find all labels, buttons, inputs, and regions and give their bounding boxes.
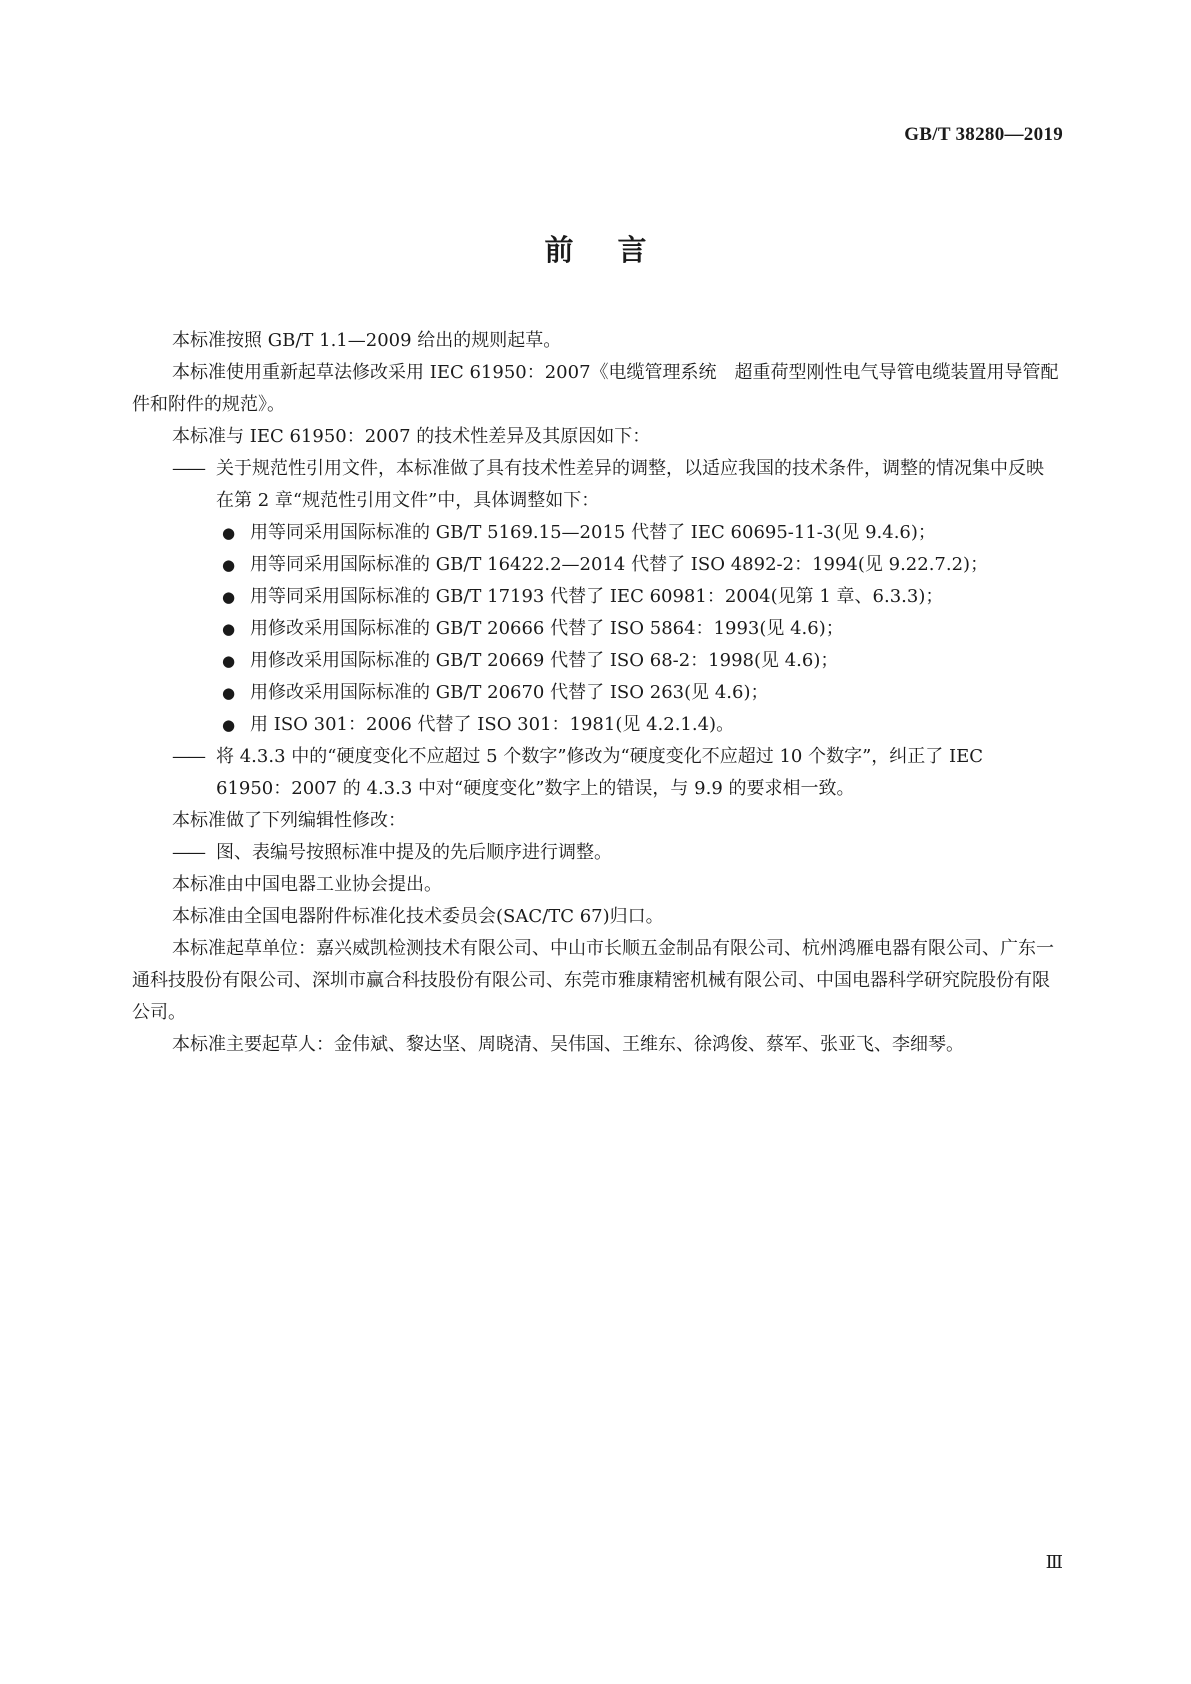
bullet-icon: ●: [222, 652, 236, 670]
foreword-body: [132, 325, 1060, 1061]
dash-marker: ——: [172, 746, 204, 767]
standard-number: GB/T 38280—2019: [904, 124, 1063, 145]
bullet-item: [132, 549, 1060, 581]
paragraph-proposer: 本标准由中国电器工业协会提出。: [172, 874, 442, 895]
dash-item-hardness-correction: [132, 741, 1060, 805]
dash-item-text: 图、表编号按照标准中提及的先后顺序进行调整。: [216, 842, 612, 863]
paragraph-editorial-changes: 本标准做了下列编辑性修改：: [172, 810, 406, 831]
bullet-text: 用修改采用国际标准的 GB/T 20666 代替了 ISO 5864：1993(见 4.6)；: [250, 618, 844, 639]
bullet-icon: ●: [222, 524, 236, 542]
dash-item-text: 将 4.3.3 中的“硬度变化不应超过 5 个数字”修改为“硬度变化不应超过 10 个数字”，纠正了 IEC 61950：2007 的 4.3.3 中对“硬度变化”数字上的错误，与 9.9 的要求相一致。: [216, 746, 984, 799]
dash-marker: ——: [172, 842, 204, 863]
bullet-item: [132, 709, 1060, 741]
bullet-icon: ●: [222, 556, 236, 574]
bullet-text: 用等同采用国际标准的 GB/T 17193 代替了 IEC 60981：2004(见第 1 章、6.3.3)；: [250, 586, 944, 607]
bullet-item: [132, 581, 1060, 613]
bullet-icon: ●: [222, 588, 236, 606]
bullet-text: 用修改采用国际标准的 GB/T 20670 代替了 ISO 263(见 4.6)；: [250, 682, 769, 703]
dash-marker: ——: [172, 458, 204, 479]
bullet-text: 用 ISO 301：2006 代替了 ISO 301：1981(见 4.2.1.4)。: [250, 714, 735, 735]
bullet-icon: ●: [222, 716, 236, 734]
paragraph-drafting-organizations: 本标准起草单位：嘉兴威凯检测技术有限公司、中山市长顺五金制品有限公司、杭州鸿雁电器有限公司、广东一通科技股份有限公司、深圳市赢合科技股份有限公司、东莞市雅康精密机械有限公司、中国电器科学研究院股份有限公司。: [132, 938, 1054, 1023]
paragraph-main-drafters: 本标准主要起草人：金伟斌、黎达坚、周晓清、吴伟国、王维东、徐鸿俊、蔡军、张亚飞、李细琴。: [172, 1034, 964, 1055]
bullet-item: [132, 645, 1060, 677]
dash-item-normative-references: [132, 453, 1060, 517]
bullet-icon: ●: [222, 684, 236, 702]
paragraph-technical-committee: 本标准由全国电器附件标准化技术委员会(SAC/TC 67)归口。: [172, 906, 664, 927]
page-title: 前言: [544, 233, 691, 267]
bullet-text: 用修改采用国际标准的 GB/T 20669 代替了 ISO 68-2：1998(见 4.6)；: [250, 650, 839, 671]
paragraph-drafting-rules: 本标准按照 GB/T 1.1—2009 给出的规则起草。: [172, 330, 562, 351]
page-number: Ⅲ: [1045, 1552, 1063, 1572]
bullet-text: 用等同采用国际标准的 GB/T 16422.2—2014 代替了 ISO 4892-2：1994(见 9.22.7.2)；: [250, 554, 989, 575]
bullet-item: [132, 517, 1060, 549]
bullet-item: [132, 677, 1060, 709]
bullet-text: 用等同采用国际标准的 GB/T 5169.15—2015 代替了 IEC 60695-11-3(见 9.4.6)；: [250, 522, 936, 543]
paragraph-adoption: 本标准使用重新起草法修改采用 IEC 61950：2007《电缆管理系统 超重荷型刚性电气导管电缆装置用导管配件和附件的规范》。: [132, 362, 1059, 415]
bullet-icon: ●: [222, 620, 236, 638]
dash-item-figure-table-numbering: [132, 837, 1060, 869]
bullet-item: [132, 613, 1060, 645]
paragraph-technical-differences: 本标准与 IEC 61950：2007 的技术性差异及其原因如下：: [172, 426, 651, 447]
dash-item-text: 关于规范性引用文件，本标准做了具有技术性差异的调整，以适应我国的技术条件，调整的情况集中反映在第 2 章“规范性引用文件”中，具体调整如下：: [216, 458, 1044, 511]
